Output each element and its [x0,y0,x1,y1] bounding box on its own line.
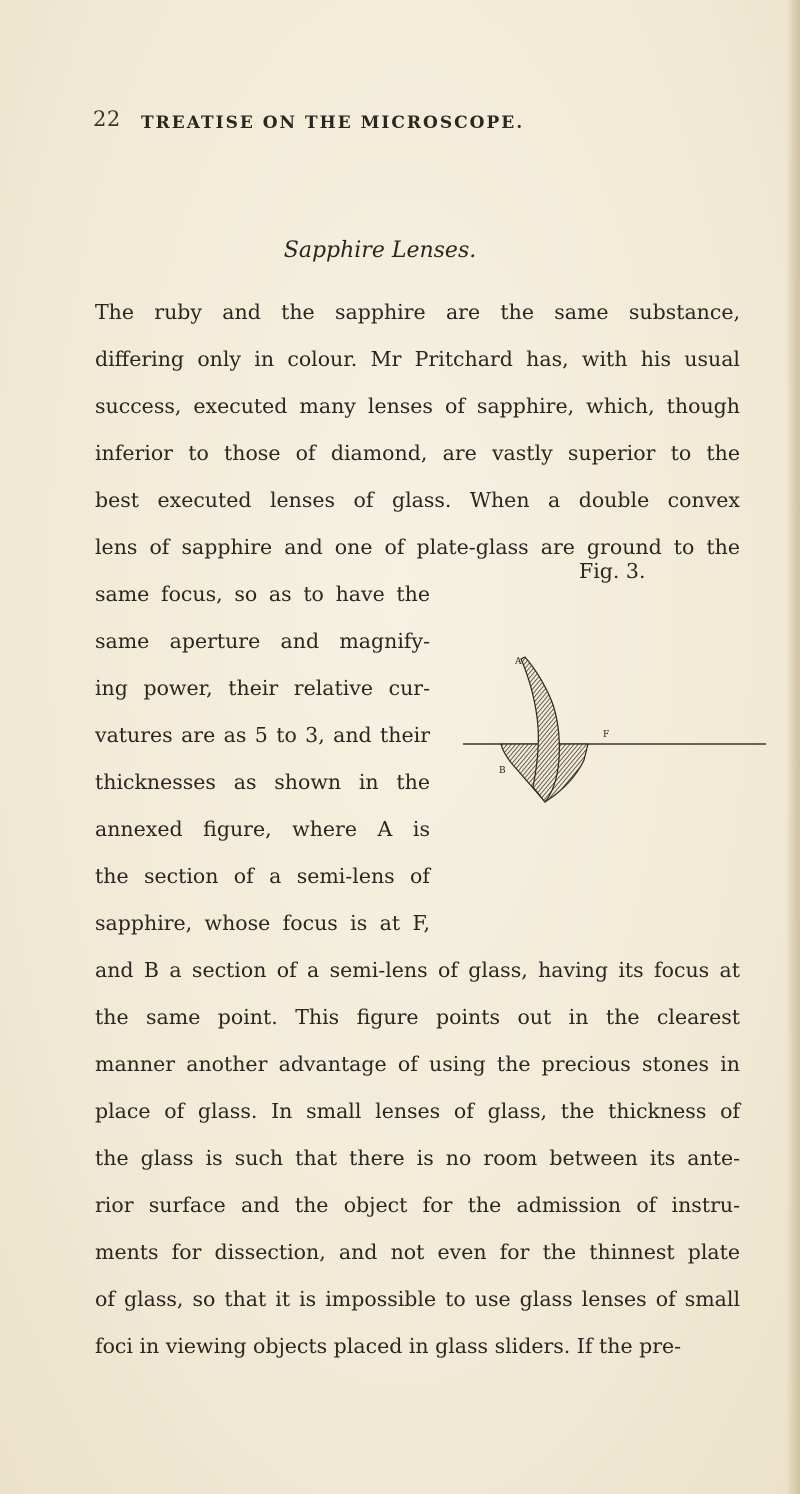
text-line: and B a section of a semi-lens of glass, having its focus at [95,958,740,982]
text-line: annexed figure, where A is [95,817,430,841]
label-a: A [515,657,522,667]
text-line: The ruby and the sapphire are the same substance, [95,300,740,324]
text-line: rior surface and the object for the admission of instru- [95,1193,740,1217]
text-line: inferior to those of diamond, are vastly superior to the [95,441,740,465]
page-number: 22 [93,107,121,131]
text-line: of glass, so that it is impossible to use glass lenses of small [95,1287,740,1311]
running-head: TREATISE ON THE MICROSCOPE. [141,113,525,133]
text-line: foci in viewing objects placed in glass sliders. If the pre- [95,1334,682,1358]
lens-diagram [463,647,766,809]
text-line: differing only in colour. Mr Pritchard has, with his usual [95,347,740,371]
page-edge-shadow [786,0,800,1494]
label-f: F [603,730,610,740]
text-line: success, executed many lenses of sapphire, which, though [95,394,740,418]
text-line: the glass is such that there is no room between its ante- [95,1146,740,1170]
text-line: sapphire, whose focus is at F, [95,911,430,935]
text-line: thicknesses as shown in the [95,770,430,794]
figure-caption: Fig. 3. [579,559,646,583]
text-line: manner another advantage of using the precious stones in [95,1052,740,1076]
text-line: same focus, so as to have the [95,582,430,606]
text-line: the same point. This figure points out in the clearest [95,1005,740,1029]
section-title: Sapphire Lenses. [283,238,477,263]
text-line: place of glass. In small lenses of glass, the thickness of [95,1099,740,1123]
lens-section-figure [463,647,766,809]
text-line: ments for dissection, and not even for the thinnest plate [95,1240,740,1264]
text-line: vatures are as 5 to 3, and their [95,723,430,747]
text-line: ing power, their relative cur- [95,676,430,700]
text-line: lens of sapphire and one of plate-glass are ground to the [95,535,740,559]
label-b: B [499,766,506,776]
text-line: the section of a semi-lens of [95,864,430,888]
text-line: best executed lenses of glass. When a double convex [95,488,740,512]
text-line: same aperture and magnify- [95,629,430,653]
